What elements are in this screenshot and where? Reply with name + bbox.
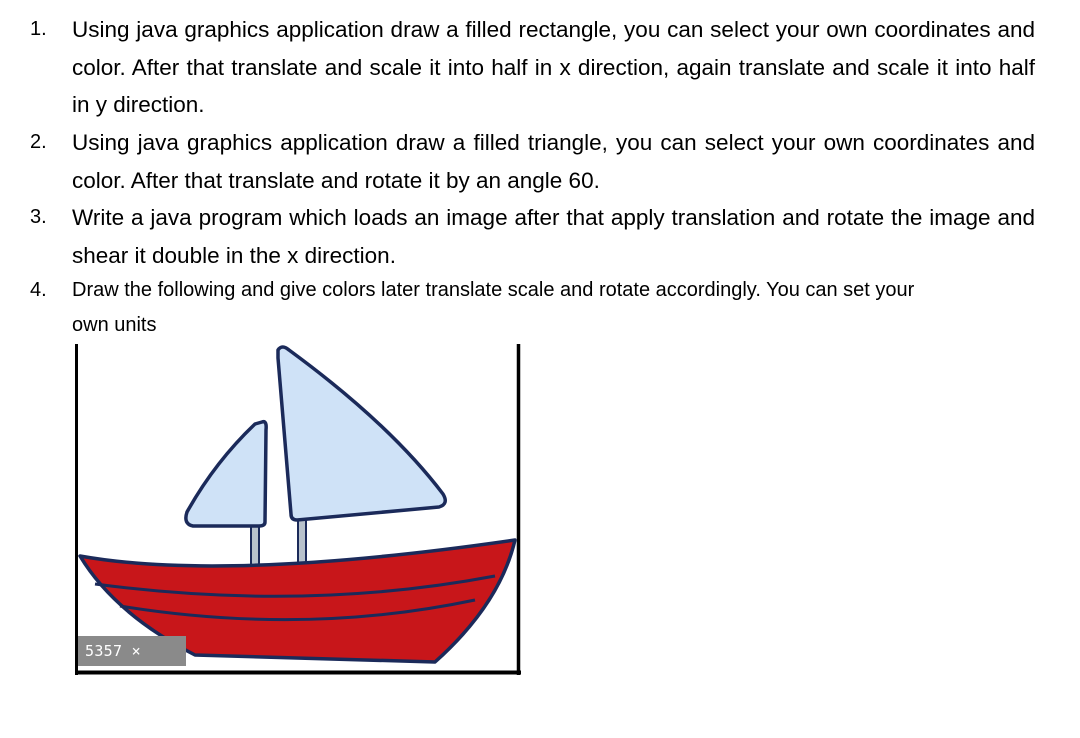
image-dimensions-badge: 5357 × 3945 bbox=[78, 636, 186, 666]
question-number: 3. bbox=[30, 206, 47, 228]
question-number: 4. bbox=[30, 279, 47, 301]
question-text bbox=[72, 273, 1035, 342]
question-text-line-1: Draw the following and give colors later translate scale and rotate accordingly. You can set your bbox=[72, 279, 915, 301]
question-text-line-2: own units bbox=[72, 314, 157, 336]
question-text: Using java graphics application draw a filled rectangle, you can select your own coordinates and color. After that translate and scale it into half in x direction, again translate and scale it into half in y direction. bbox=[72, 17, 1035, 117]
sailboat-figure bbox=[75, 344, 521, 675]
question-number: 1. bbox=[30, 18, 47, 40]
large-sail bbox=[278, 347, 445, 520]
small-sail bbox=[186, 422, 266, 526]
question-text: Using java graphics application draw a filled triangle, you can select your own coordinates and color. After that translate and rotate it by an angle 60. bbox=[72, 130, 1035, 193]
sailboat-drawing bbox=[75, 344, 521, 675]
question-number: 2. bbox=[30, 131, 47, 153]
question-text: Write a java program which loads an image after that apply translation and rotate the image and shear it double in the x direction. bbox=[72, 205, 1035, 268]
